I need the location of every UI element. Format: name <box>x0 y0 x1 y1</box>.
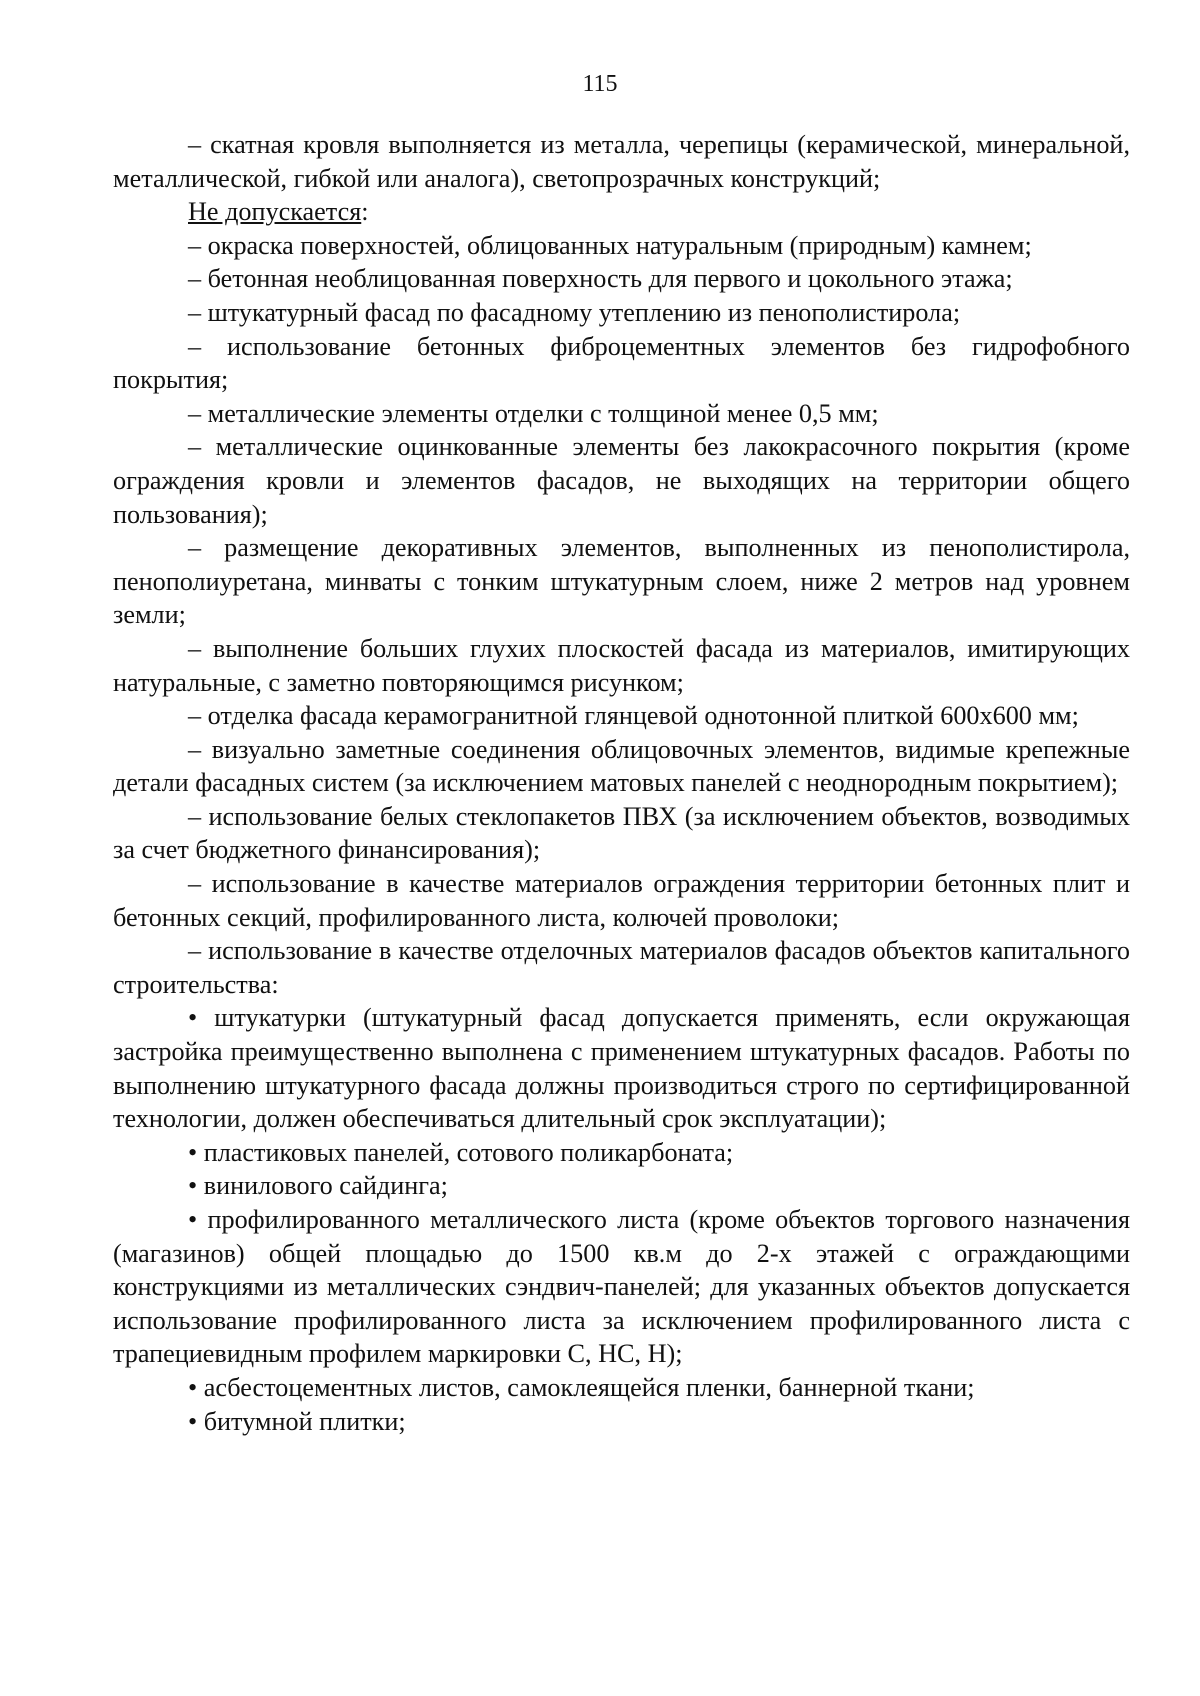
bullet-asbestos-sheets: • асбестоцементных листов, самоклеящейся пленки, баннерной ткани; <box>188 1372 975 1402</box>
bullet-profiled-sheet: • профилированного металлического листа (кроме объектов торгового назначения (магазинов) общей площадью до 1500 кв.м до 2-х этажей с ограждающими конструкциями из металлических сэндвич-панелей; для указанных объектов допускается использование профилированного листа за исключением профилированного листа с трапециевидным профилем маркировки С, НС, Н); <box>113 1205 1130 1369</box>
not-allowed-heading <box>113 195 1130 229</box>
list-item-glossy-tiles: – отделка фасада керамогранитной глянцевой однотонной плиткой 600х600 мм; <box>188 701 1079 731</box>
list-item-decorative-elements: – размещение декоративных элементов, выполненных из пенополистирола, пенополиуретана, минваты с тонким штукатурным слоем, ниже 2 метров над уровнем земли; <box>113 533 1130 630</box>
bullet-vinyl-siding: • винилового сайдинга; <box>188 1171 448 1201</box>
list-item-fiber-cement: – использование бетонных фиброцементных элементов без гидрофобного покрытия; <box>113 331 1130 395</box>
list-item-galvanized-elements: – металлические оцинкованные элементы без лакокрасочного покрытия (кроме ограждения кровли и элементов фасадов, не выходящих на территории общего пользования); <box>113 432 1130 529</box>
list-item-white-pvc: – использование белых стеклопакетов ПВХ (за исключением объектов, возводимых за счет бюджетного финансирования); <box>113 801 1130 865</box>
bullet-plaster: • штукатурки (штукатурный фасад допускается применять, если окружающая застройка преимущественно выполнена с применением штукатурных фасадов. Работы по выполнению штукатурного фасада должны производиться строго по сертифицированной технологии, должен обеспечиваться длительный срок эксплуатации); <box>113 1003 1130 1134</box>
paragraph-pitched-roof: – скатная кровля выполняется из металла, черепицы (керамической, минеральной, металлической, гибкой или аналога), светопрозрачных конструкций; <box>113 130 1130 193</box>
list-item-plaster-facade: – штукатурный фасад по фасадному утеплению из пенополистирола; <box>188 297 961 327</box>
heading-colon: : <box>361 197 369 227</box>
list-item-finishing-materials: – использование в качестве отделочных материалов фасадов объектов капитального строительства: <box>113 936 1130 999</box>
bullet-bitumen-tiles: • битумной плитки; <box>188 1406 406 1436</box>
list-item-metal-thickness: – металлические элементы отделки с толщиной менее 0,5 мм; <box>188 398 879 428</box>
list-item-visible-joints: – визуально заметные соединения облицовочных элементов, видимые крепежные детали фасадных систем (за исключением матовых панелей с неоднородным покрытием); <box>113 734 1130 798</box>
document-body <box>113 128 1130 1438</box>
list-item-stone-painting: – окраска поверхностей, облицованных натуральным (природным) камнем; <box>188 230 1032 260</box>
page-number: 115 <box>582 71 618 97</box>
bullet-plastic-panels: • пластиковых панелей, сотового поликарбоната; <box>188 1137 734 1167</box>
list-item-imitation-planes: – выполнение больших глухих плоскостей фасада из материалов, имитирующих натуральные, с заметно повторяющимся рисунком; <box>113 633 1130 697</box>
list-item-fence-materials: – использование в качестве материалов ограждения территории бетонных плит и бетонных секций, профилированного листа, колючей проволоки; <box>113 869 1130 932</box>
list-item-concrete-surface: – бетонная необлицованная поверхность для первого и цокольного этажа; <box>188 264 1013 294</box>
not-allowed-heading-text: Не допускается <box>188 197 362 227</box>
